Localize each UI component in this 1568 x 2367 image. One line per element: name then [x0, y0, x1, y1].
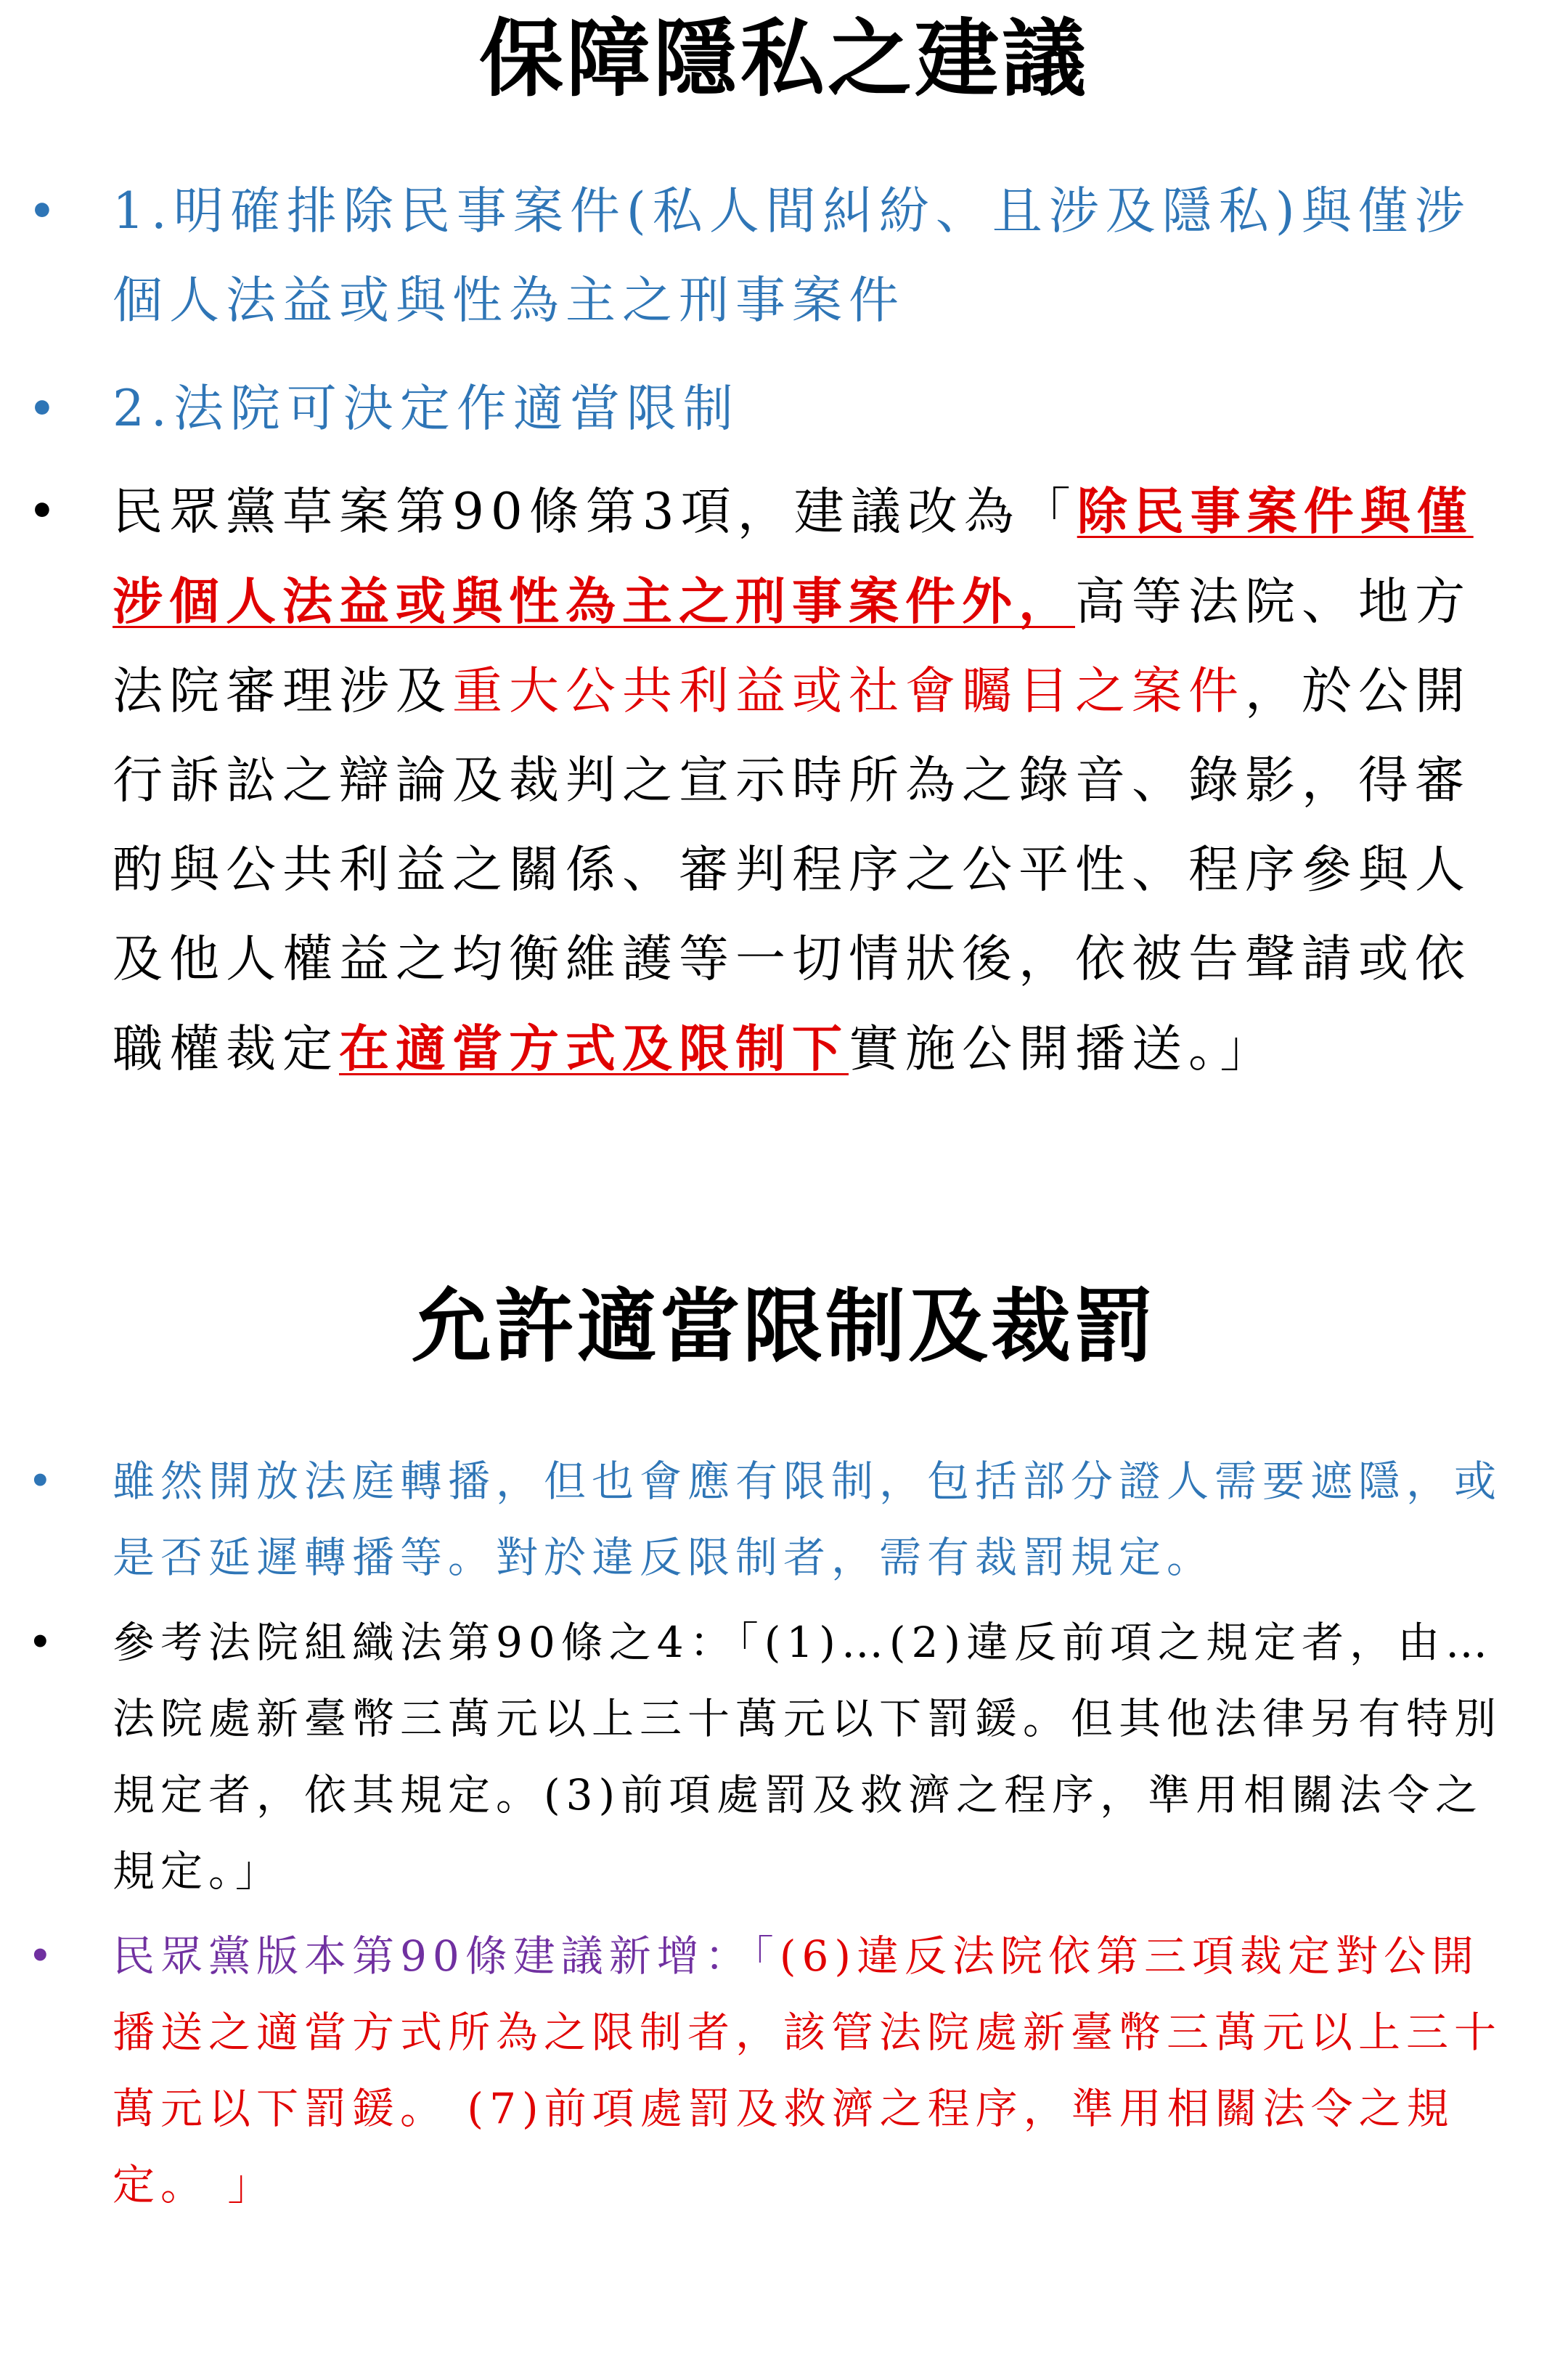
- list-item-exclude-cases: [0, 167, 1568, 346]
- bullet-icon: •: [29, 1461, 57, 1502]
- highlight-public-interest: 重大公共利益或社會矚目之案件: [452, 662, 1245, 720]
- section-restrictions-penalties: [0, 1272, 1568, 2223]
- list-item-text: 1.明確排除民事案件(私人間糾紛、且涉及隱私)與僅涉個人法益或與性為主之刑事案件: [113, 182, 1471, 330]
- proposal-intro: 民眾黨版本第90條建議新增：「: [113, 1931, 780, 1981]
- draft-text-part2: 高等法院、地方法院審理涉及: [113, 573, 1471, 720]
- bullet-icon: •: [29, 188, 62, 235]
- proposal-red-text: (6)違反法院依第三項裁定對公開播送之適當方式所為之限制者，該管法院處新臺幣三萬元以上三十萬元以下罰鍰。 (7)前項處罰及救濟之程序，準用相關法令之規定。 」: [113, 1931, 1503, 2209]
- bullet-icon: •: [29, 488, 62, 535]
- draft-text-part1: 民眾黨草案第90條第3項，建議改為「: [113, 483, 1077, 541]
- list-item-court-limit: [0, 364, 1568, 454]
- section-title-privacy: 保障隱私之建議: [479, 10, 1089, 108]
- list-item-party-proposal: [0, 1918, 1568, 2223]
- list-item-text: 雖然開放法庭轉播，但也會應有限制，包括部分證人需要遮隱，或是否延遲轉播等。對於違反限制者，需有裁罰規定。: [113, 1457, 1503, 1582]
- draft-text-part4: 實施公開播送。」: [849, 1020, 1277, 1078]
- bullet-icon: •: [29, 1622, 57, 1663]
- bullet-list-restrictions: [0, 1443, 1568, 2223]
- bullet-list-privacy: [0, 167, 1568, 1094]
- draft-text-part3: ，於公開行訴訟之辯論及裁判之宣示時所為之錄音、錄影，得審酌與公共利益之關係、審判程序之公平性、程序參與人及他人權益之均衡維護等一切情狀後，依被告聲請或依職權裁定: [113, 662, 1471, 1078]
- section-title-restrictions: 允許適當限制及裁罰: [412, 1280, 1156, 1373]
- section-privacy: [0, 0, 1568, 1094]
- list-item-text: 參考法院組織法第90條之4：「(1)…(2)違反前項之規定者，由…法院處新臺幣三萬元以上三十萬元以下罰鍰。但其他法律另有特別規定者，依其規定。(3)前項處罰及救濟之程序，準用相關法令之規定。」: [113, 1618, 1503, 1896]
- list-item-court-org-law: [0, 1605, 1568, 1910]
- list-item-broadcast-limits: [0, 1443, 1568, 1596]
- highlight-restrictions: 在適當方式及限制下: [339, 1019, 849, 1078]
- list-item-draft-article: [0, 467, 1568, 1094]
- bullet-icon: •: [29, 386, 62, 433]
- bullet-icon: •: [29, 1936, 57, 1976]
- highlight-exclusion: 除民事案件與僅涉個人法益或與性為主之刑事案件外，: [113, 482, 1474, 631]
- list-item-text: 2.法院可決定作適當限制: [113, 380, 740, 438]
